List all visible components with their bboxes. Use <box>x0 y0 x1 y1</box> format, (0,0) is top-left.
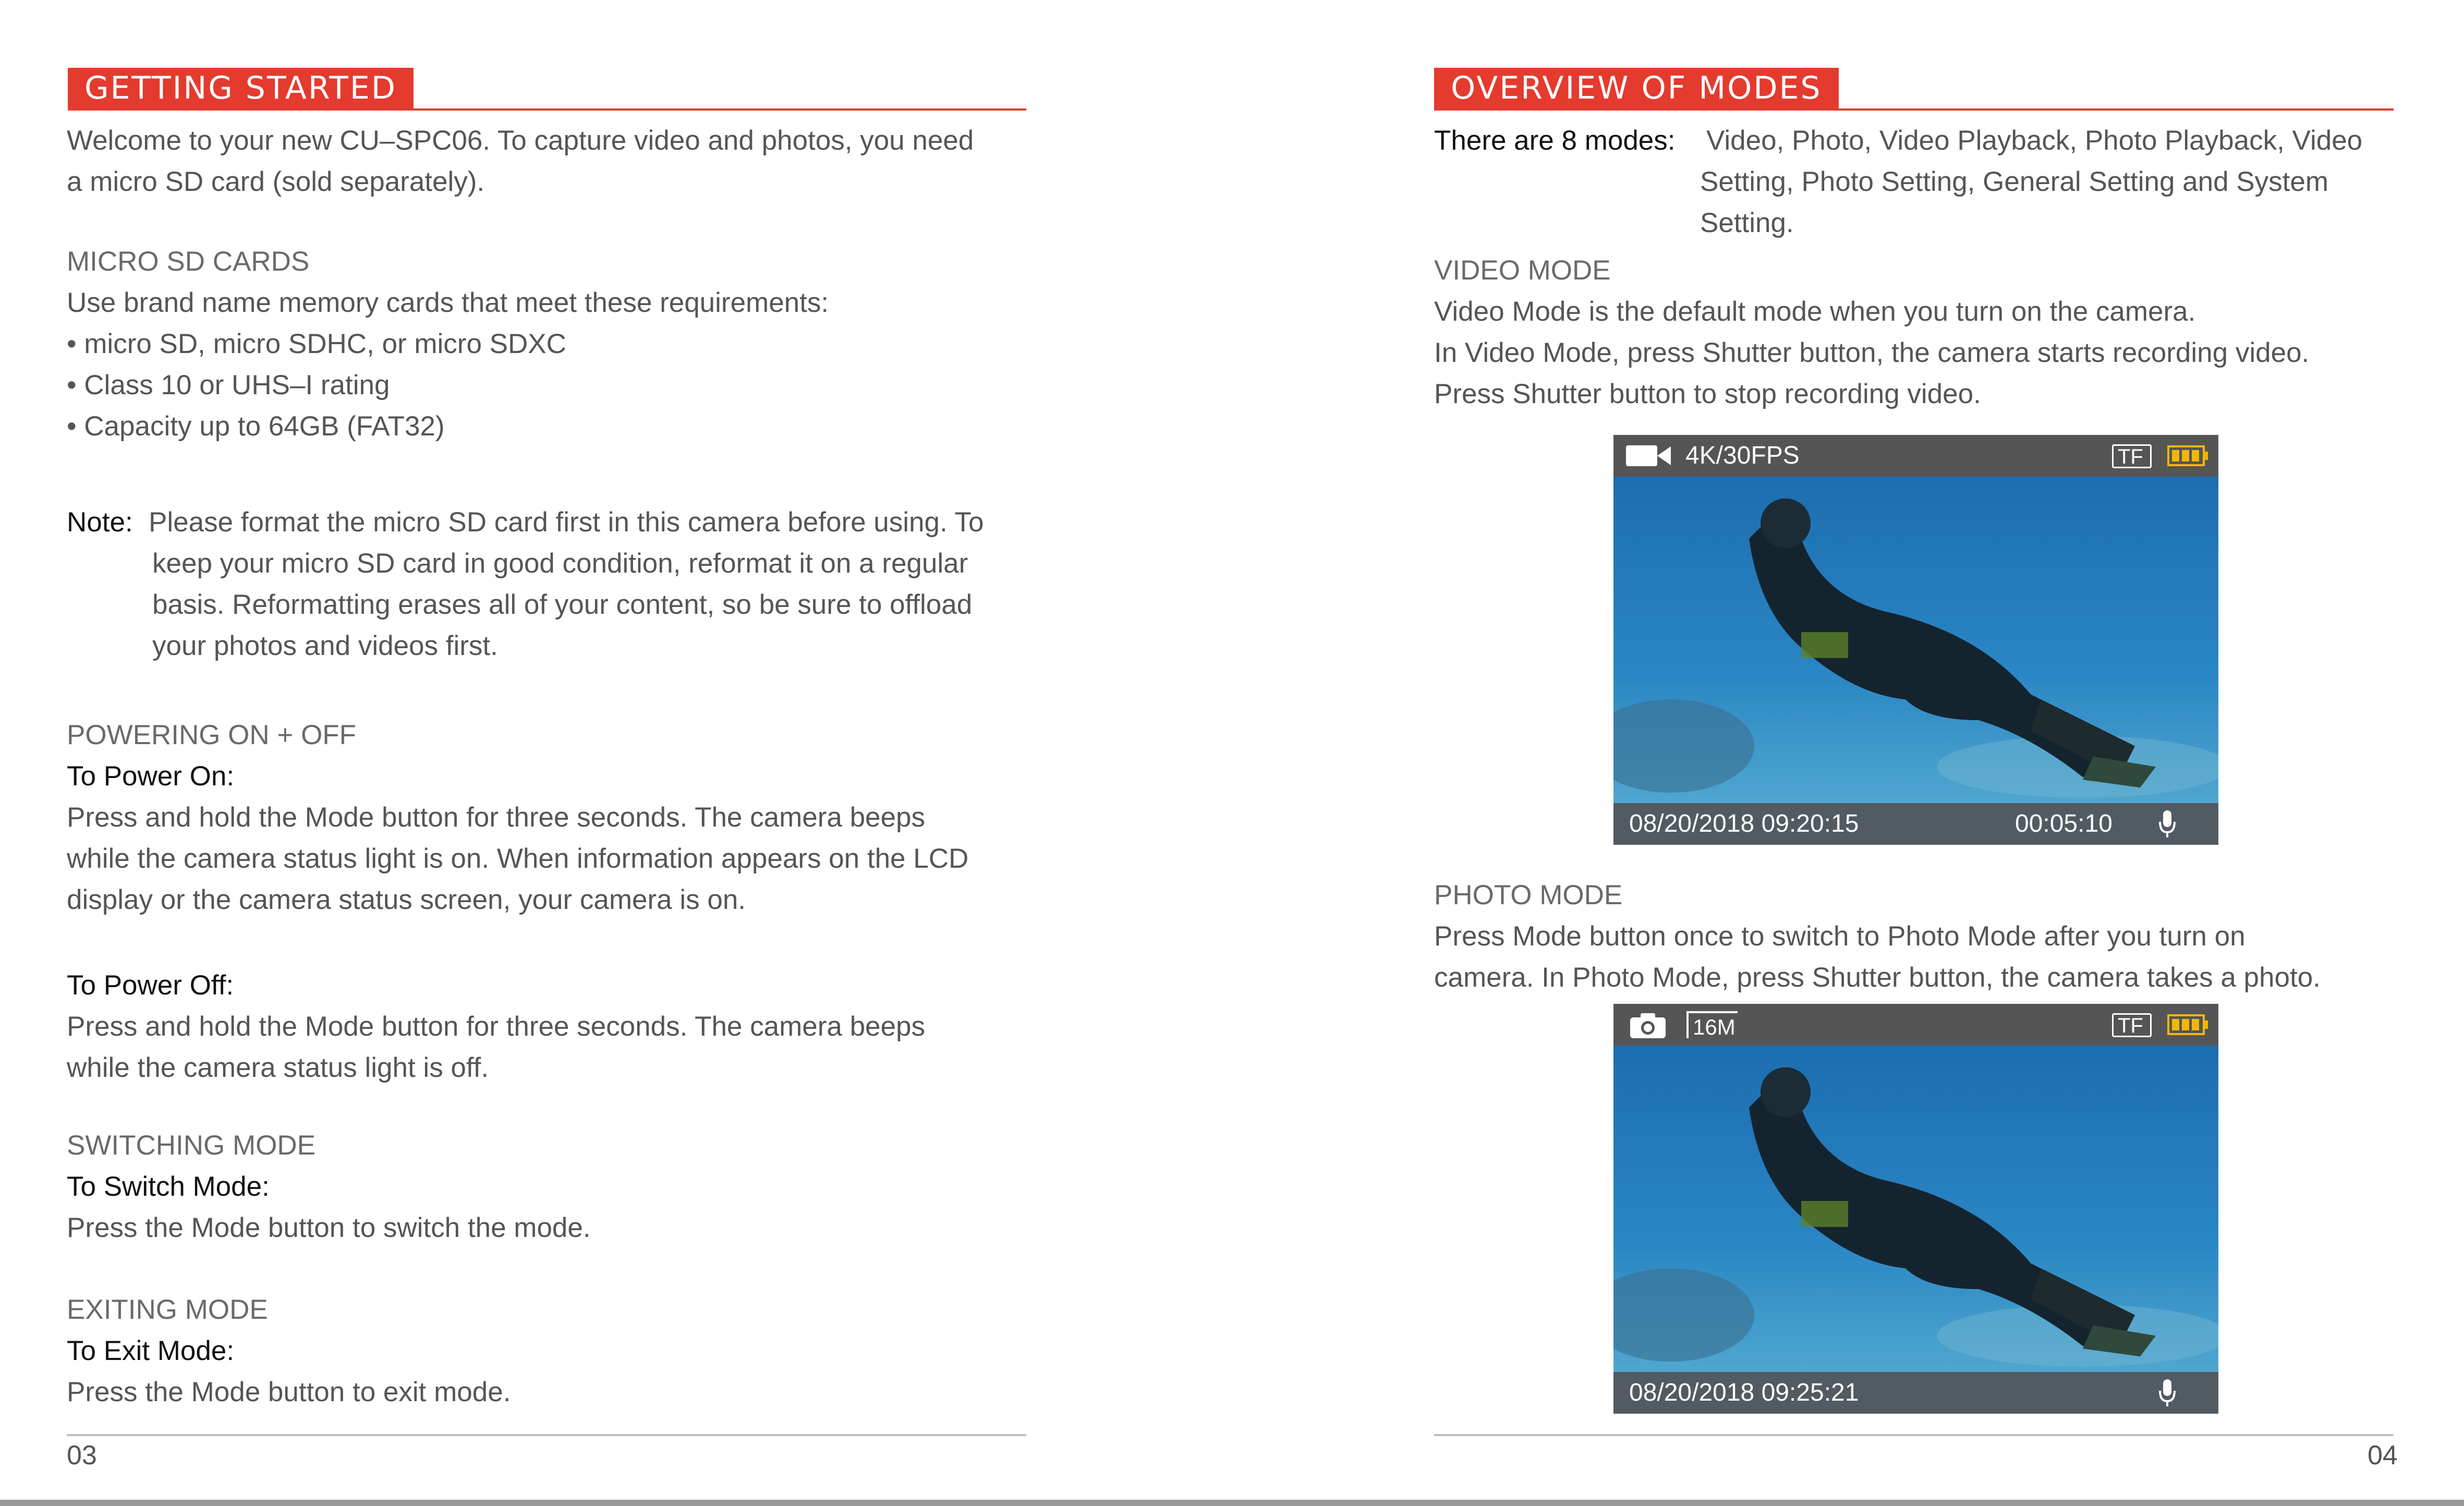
video-mode-body: Press Shutter button to stop recording video. <box>1434 379 1981 409</box>
section-title: GETTING STARTED <box>68 68 414 108</box>
modes-line-2: Setting, Photo Setting, General Setting and System <box>1700 166 2328 197</box>
modes-line-1: Video, Photo, Video Playback, Photo Playback, Video <box>1706 125 2363 156</box>
page-number-right: 04 <box>2368 1440 2398 1471</box>
exiting-heading: EXITING MODE <box>67 1294 268 1325</box>
modes-line-3: Setting. <box>1700 208 1794 238</box>
microphone-icon <box>2156 809 2179 840</box>
photo-datetime: 08/20/2018 09:25:21 <box>1629 1379 1859 1406</box>
battery-icon <box>2167 445 2209 466</box>
tf-card-icon <box>2112 444 2152 468</box>
microphone-icon <box>2156 1378 2179 1408</box>
note-line-4: your photos and videos first. <box>152 630 498 661</box>
footer-rule-right <box>1434 1434 2394 1436</box>
video-resolution: 4K/30FPS <box>1685 442 1800 469</box>
overview-of-modes-banner <box>1434 68 2394 111</box>
note-line-3: basis. Reformatting erases all of your content, so be sure to offload <box>152 589 973 620</box>
page-number-left: 03 <box>67 1440 97 1471</box>
power-on-body: while the camera status light is on. When information appears on the LCD <box>67 843 969 874</box>
note-line-1: Please format the micro SD card first in this camera before using. To <box>149 507 984 538</box>
micro-sd-heading: MICRO SD CARDS <box>67 246 310 277</box>
exit-mode-title: To Exit Mode: <box>67 1335 235 1366</box>
intro-line-2: a micro SD card (sold separately). <box>67 166 485 197</box>
power-off-body: while the camera status light is off. <box>67 1052 489 1083</box>
footer-rule-left <box>67 1434 1026 1436</box>
getting-started-banner <box>68 68 1026 111</box>
note-label: Note: <box>67 507 133 538</box>
section-title: OVERVIEW OF MODES <box>1434 68 1839 108</box>
power-off-body: Press and hold the Mode button for three seconds. The camera beeps <box>67 1011 925 1042</box>
switch-mode-body: Press the Mode button to switch the mode. <box>67 1212 591 1243</box>
note-line-2: keep your micro SD card in good condition, reformat it on a regular <box>152 548 968 579</box>
video-camera-icon <box>1626 442 1672 469</box>
tf-card-icon <box>2112 1013 2152 1037</box>
switch-mode-title: To Switch Mode: <box>67 1171 270 1202</box>
power-on-body: Press and hold the Mode button for three seconds. The camera beeps <box>67 802 925 833</box>
power-off-title: To Power Off: <box>67 970 234 1001</box>
photo-mode-screen <box>1613 1004 2218 1414</box>
camera-icon <box>1629 1011 1667 1039</box>
battery-icon <box>2167 1014 2209 1035</box>
tf-card-label: TF <box>2118 445 2143 468</box>
intro-line-1: Welcome to your new CU–SPC06. To capture video and photos, you need <box>67 125 974 156</box>
screen-info-bar <box>1613 803 2218 845</box>
powering-heading: POWERING ON + OFF <box>67 720 357 750</box>
screen-status-bar <box>1613 1004 2218 1046</box>
modes-label: There are 8 modes: <box>1434 125 1676 156</box>
power-on-body: display or the camera status screen, your camera is on. <box>67 884 746 915</box>
exit-mode-body: Press the Mode button to exit mode. <box>67 1377 511 1407</box>
video-mode-body: In Video Mode, press Shutter button, the camera starts recording video. <box>1434 337 2310 368</box>
photo-megapixels: 16M <box>1693 1015 1735 1039</box>
screen-status-bar <box>1613 435 2218 477</box>
micro-sd-bullet: • Class 10 or UHS–I rating <box>67 370 390 400</box>
video-mode-heading: VIDEO MODE <box>1434 255 1611 286</box>
resolution-frame-icon <box>1686 1011 1738 1038</box>
micro-sd-bullet: • Capacity up to 64GB (FAT32) <box>67 411 445 442</box>
video-mode-body: Video Mode is the default mode when you turn on the camera. <box>1434 296 2196 327</box>
photo-mode-body: Press Mode button once to switch to Photo Mode after you turn on <box>1434 921 2245 952</box>
video-mode-screen <box>1613 435 2218 845</box>
switching-heading: SWITCHING MODE <box>67 1130 315 1161</box>
tf-card-label: TF <box>2118 1014 2143 1037</box>
micro-sd-bullet: • micro SD, micro SDHC, or micro SDXC <box>67 329 566 359</box>
photo-mode-body: camera. In Photo Mode, press Shutter button, the camera takes a photo. <box>1434 962 2321 993</box>
bottom-edge <box>0 1500 2464 1506</box>
micro-sd-lead: Use brand name memory cards that meet these requirements: <box>67 287 829 318</box>
underwater-diver-image <box>1613 477 2218 803</box>
video-datetime: 08/20/2018 09:20:15 <box>1629 810 1859 837</box>
recording-timer: 00:05:10 <box>2015 810 2113 837</box>
power-on-title: To Power On: <box>67 761 235 792</box>
screen-info-bar <box>1613 1372 2218 1414</box>
underwater-diver-image <box>1613 1046 2218 1372</box>
photo-mode-heading: PHOTO MODE <box>1434 880 1623 910</box>
